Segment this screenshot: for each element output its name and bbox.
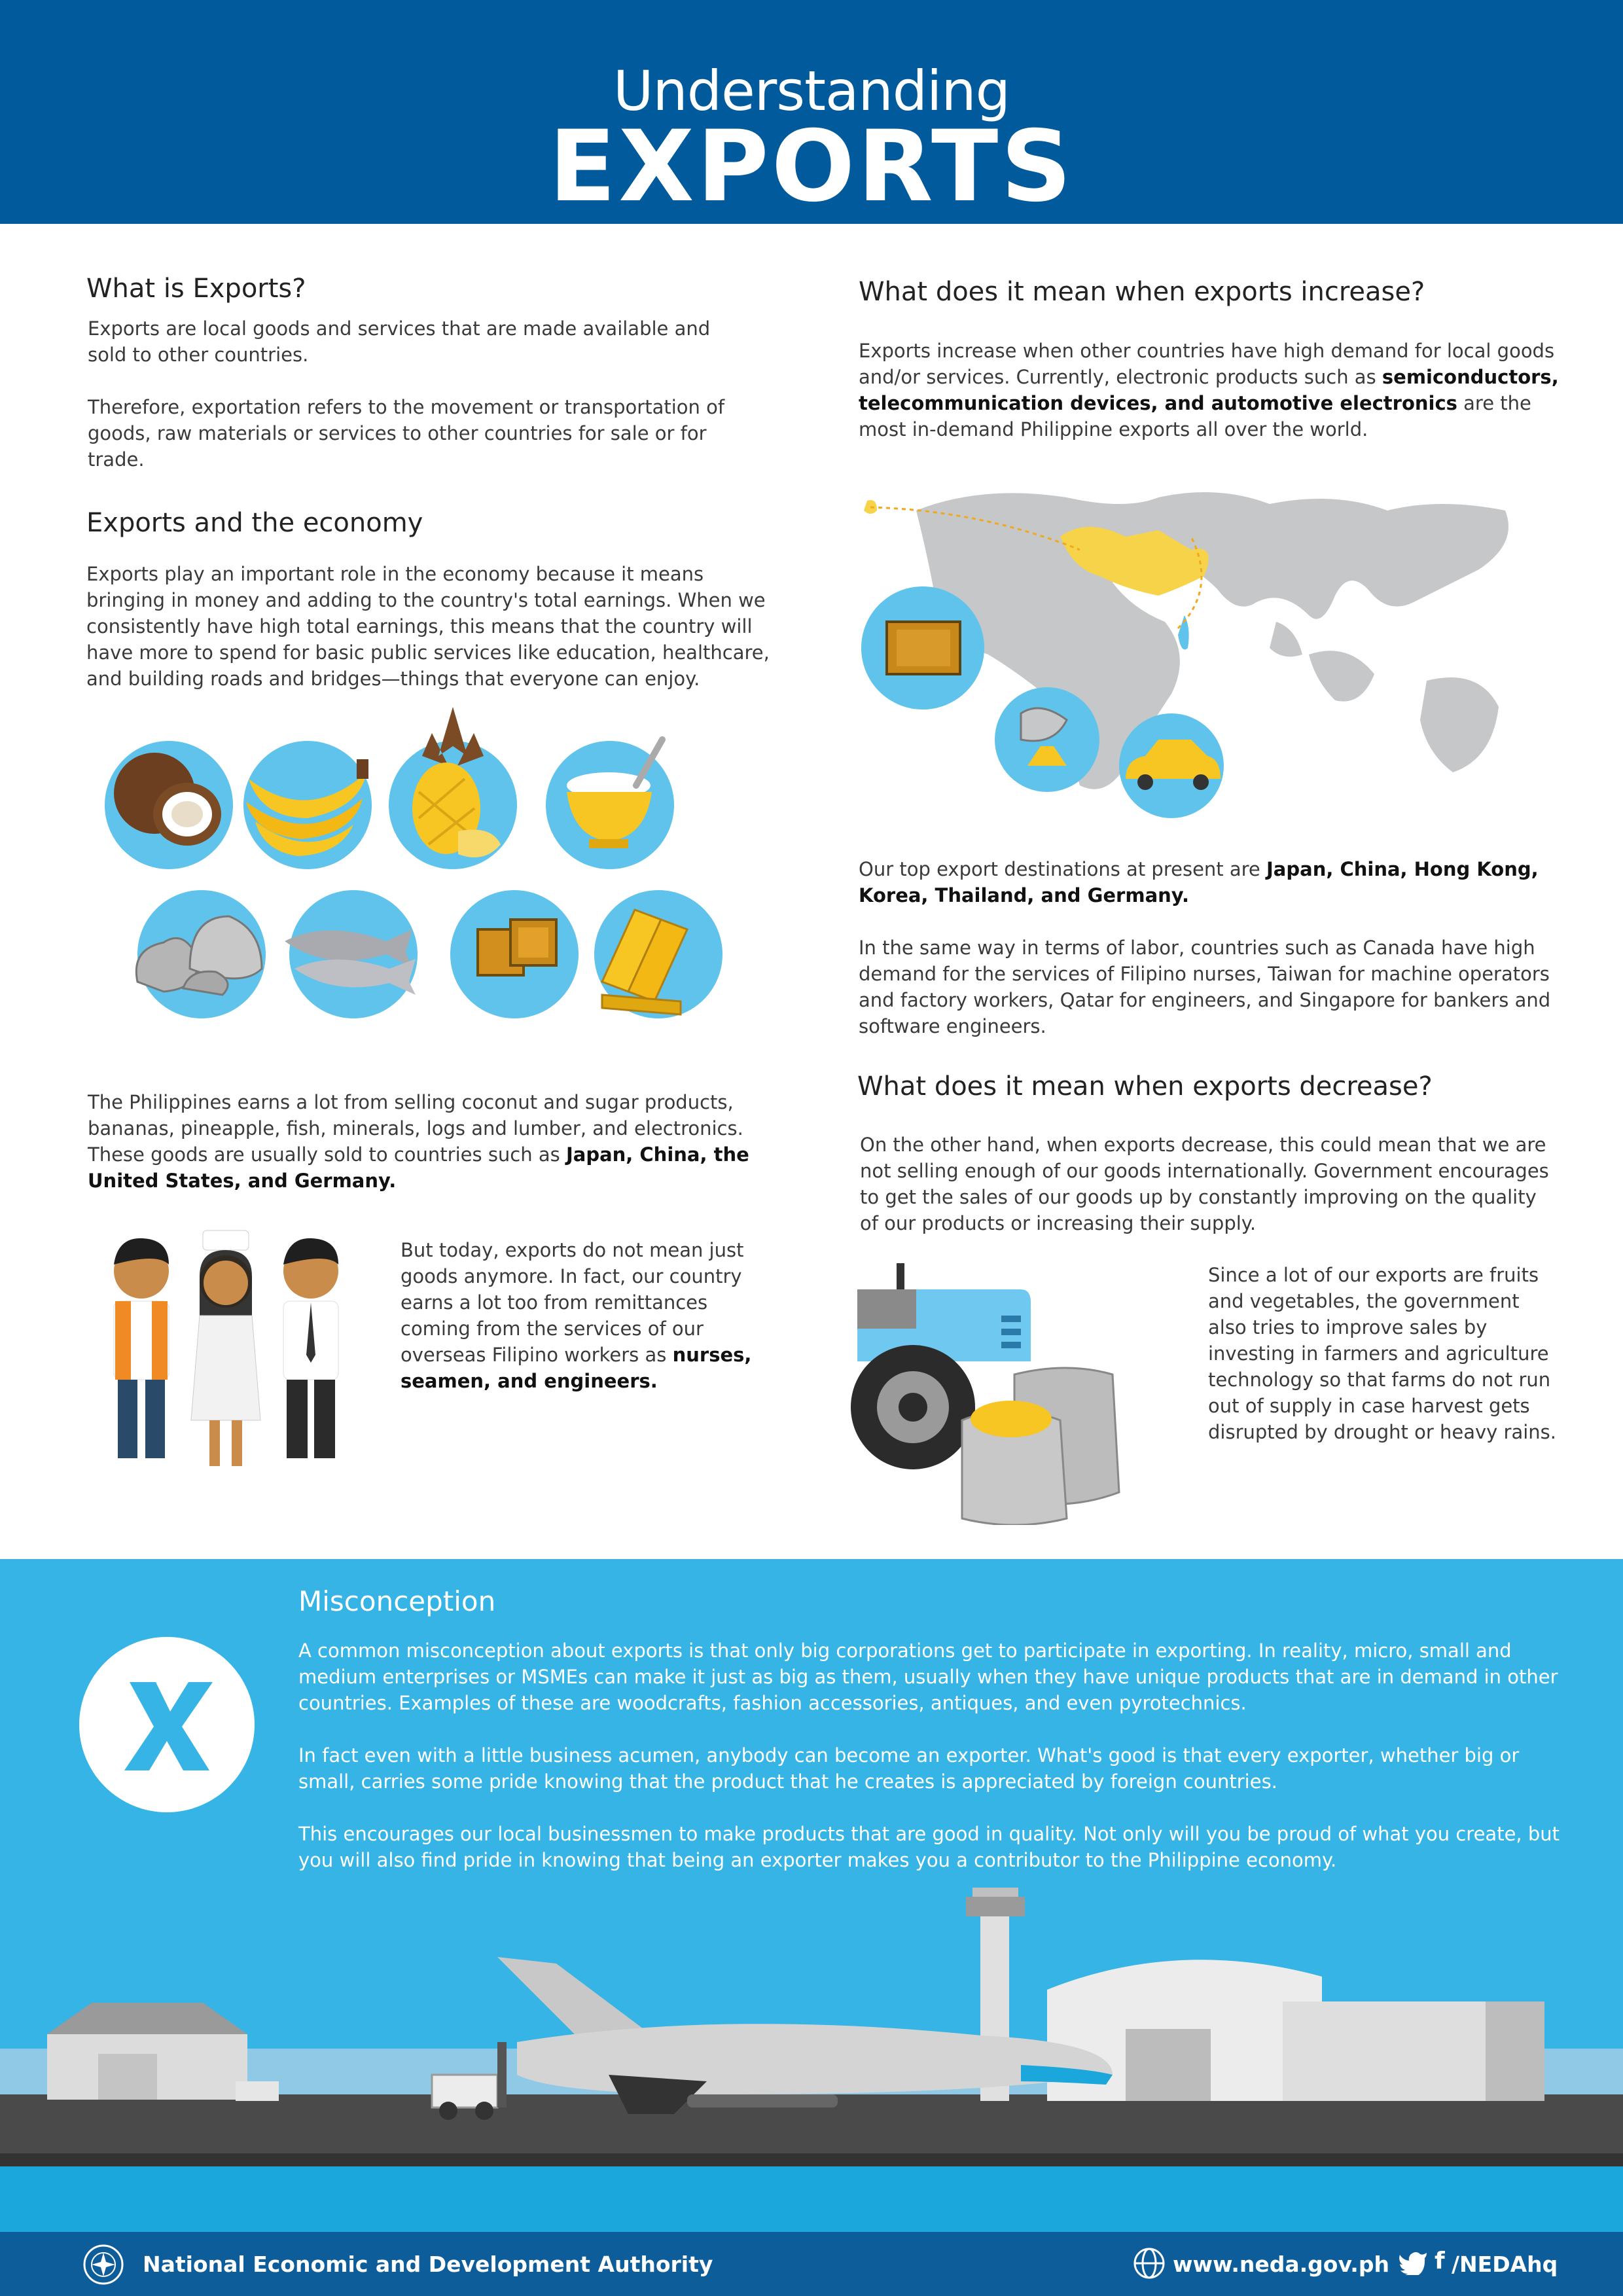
twitter-icon[interactable] — [1398, 2249, 1428, 2275]
what-is-title: What is Exports? — [86, 274, 306, 304]
seaman-figure — [283, 1238, 338, 1458]
decrease-title: What does it mean when exports decrease? — [857, 1071, 1433, 1102]
misconception-paragraph-1: A common misconception about exports is that only big corporations get to participate in exporting. In reality, micro, small and medium enterprises or MSMEs can make it just as big as them, usually when they have unique products that are in demand in other countries. Examples of these are woodcrafts, fashion accessories, antiques, and even pyrotechnics. — [298, 1640, 1558, 1714]
increase-paragraph-2: Our top export destinations at present are Japan, China, Hong Kong, Korea, Thailand, and Germany. — [859, 858, 1539, 906]
airport-illustration — [0, 1885, 1623, 2232]
header-subtitle: Understanding — [613, 59, 1010, 123]
lumber-icon — [594, 890, 722, 1018]
world-map-illustration — [851, 458, 1531, 825]
footer-social-handle[interactable]: /NEDAhq — [1452, 2251, 1558, 2277]
footer-org-name: National Economic and Development Authority — [143, 2251, 713, 2277]
farm-illustration — [851, 1250, 1139, 1525]
misconception-paragraph-2: In fact even with a little business acumen, anybody can become an exporter. What's good is that every exporter, whether big or small, carries some pride knowing that the product that he creates is appreciated by foreign countries. — [298, 1744, 1520, 1793]
increase-title: What does it mean when exports increase? — [859, 277, 1425, 307]
globe-icon — [1132, 2246, 1166, 2280]
coconut-icon — [105, 741, 233, 869]
overseas-workers-illustration — [92, 1224, 366, 1473]
economy-title: Exports and the economy — [86, 508, 423, 538]
increase-paragraph-1: Exports increase when other countries have high demand for local goods and/or services. Currently, electronic products such as semiconductors, telecommunication devices, and automotive electronics are the most in-demand Philippine exports all over the world. — [859, 340, 1559, 440]
pineapple-icon — [389, 707, 517, 869]
grain-sack-icon — [962, 1368, 1119, 1525]
economy-paragraph-1: Exports play an important role in the economy because it means bringing in money and adding to the country's total earnings. When we consistently have high total earnings, this means that the country will have more to spend for basic public services like education, healthcare, and building roads and bridges—things that everyone can enjoy. — [86, 563, 770, 690]
decrease-paragraph-1: On the other hand, when exports decrease, this could mean that we are not selling enough of our goods internationally. Government encourages to get the sales of our goods up by constantly improving on the quality of our products or increasing their supply. — [860, 1134, 1549, 1234]
economy-paragraph-3: But today, exports do not mean just goods anymore. In fact, our country earns a lot too from remittances coming from the services of our overseas Filipino workers as nurses, seamen, and engineers. — [401, 1239, 752, 1392]
germany-region — [864, 500, 877, 514]
philippines-region — [1178, 615, 1189, 650]
microchip-icon — [861, 586, 984, 709]
car-icon — [1119, 713, 1224, 818]
neda-seal-icon — [82, 2244, 124, 2286]
sugar-bowl-icon — [546, 740, 674, 869]
x-icon — [79, 1636, 255, 1813]
hangar — [1047, 1960, 1544, 2101]
increase-paragraph-3: In the same way in terms of labor, countries such as Canada have high demand for the services of Filipino nurses, Taiwan for machine operators and factory workers, Qatar for engineers, and Singapore for bankers and software engineers. — [859, 937, 1551, 1037]
banana-icon — [243, 741, 372, 869]
microchip-icon — [450, 890, 579, 1018]
what-is-paragraph-2: Therefore, exportation refers to the movement or transportation of goods, raw materials or services to other countries for sale or for trade. — [88, 396, 725, 471]
misconception-title: Misconception — [298, 1585, 496, 1617]
minerals-icon — [136, 890, 266, 1018]
warehouse-left — [47, 2003, 279, 2101]
facebook-icon[interactable]: f — [1435, 2248, 1445, 2274]
export-products-illustration — [92, 694, 733, 1034]
decrease-paragraph-2: Since a lot of our exports are fruits and vegetables, the government also tries to improve sales by investing in farmers and agriculture technology so that farms do not run out of supply in case harvest gets disrupted by drought or heavy rains. — [1208, 1264, 1556, 1443]
satellite-dish-icon — [995, 687, 1099, 792]
footer-website-link[interactable]: www.neda.gov.ph — [1173, 2251, 1389, 2277]
fish-icon — [285, 890, 418, 1018]
what-is-paragraph-1: Exports are local goods and services that are made available and sold to other countries. — [88, 317, 711, 366]
engineer-figure — [114, 1238, 169, 1458]
nurse-figure — [191, 1230, 260, 1466]
economy-paragraph-2: The Philippines earns a lot from selling coconut and sugar products, bananas, pineapple, fish, minerals, logs and lumber, and electronics. These goods are usually sold to countries such as Japan, China, the United States, and Germany. — [88, 1091, 749, 1192]
header-title: EXPORTS — [548, 110, 1075, 224]
misconception-paragraph-3: This encourages our local businessmen to make products that are good in quality. Not only will you be proud of what you create, but you will also find pride in knowing that being an exporter makes you a contributor to the Philippine economy. — [298, 1823, 1560, 1871]
